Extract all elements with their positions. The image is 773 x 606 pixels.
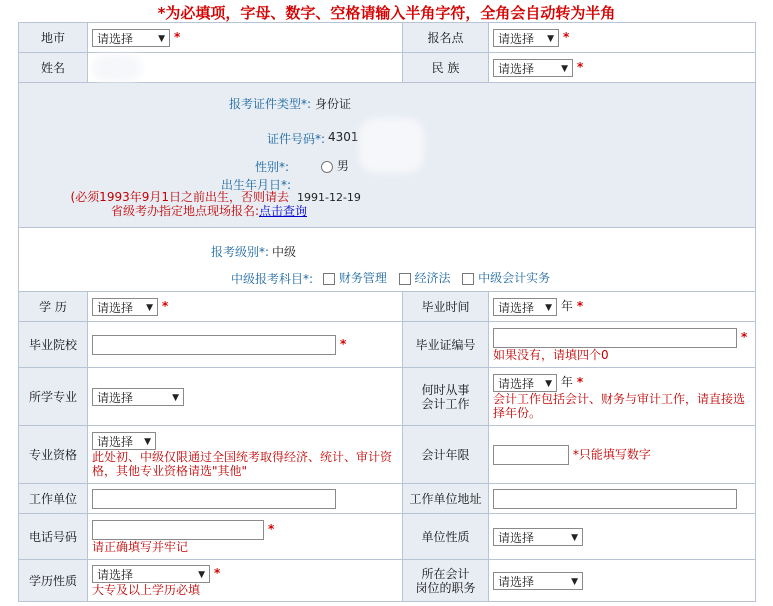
school-label: 毕业院校 bbox=[19, 322, 88, 368]
post-label: 所在会计 岗位的职务 bbox=[403, 560, 489, 602]
level-label: 报考级别*: bbox=[210, 245, 269, 259]
work-since-label: 何时从事 会计工作 bbox=[403, 368, 489, 426]
chevron-down-icon: ▼ bbox=[144, 436, 151, 447]
redacted-id-number bbox=[359, 118, 424, 173]
chevron-down-icon: ▼ bbox=[545, 378, 552, 389]
work-since-hint: 会计工作包括会计、财务与审计工作，请直接选择年份。 bbox=[493, 391, 746, 420]
birth-label: 出生年月日*: bbox=[220, 178, 291, 192]
years-hint: *只能填写数字 bbox=[572, 447, 651, 461]
edu-nature-select[interactable]: 请选择 ▼ bbox=[92, 565, 210, 583]
id-type-label: 报考证件类型*: bbox=[228, 97, 311, 111]
chevron-down-icon: ▼ bbox=[571, 576, 578, 587]
chevron-down-icon: ▼ bbox=[158, 33, 165, 44]
employer-label: 工作单位 bbox=[19, 484, 88, 514]
phone-label: 电话号码 bbox=[19, 514, 88, 560]
id-number-value: 4301 bbox=[328, 130, 359, 144]
unit-nature-label: 单位性质 bbox=[403, 514, 489, 560]
chevron-down-icon: ▼ bbox=[571, 532, 578, 543]
redacted-name bbox=[92, 55, 142, 81]
phone-input[interactable] bbox=[92, 520, 264, 540]
education-select[interactable]: 请选择 ▼ bbox=[92, 298, 158, 316]
years-input[interactable] bbox=[493, 445, 569, 465]
level-value: 中级 bbox=[272, 245, 297, 259]
major-select[interactable]: 请选择 ▼ bbox=[92, 388, 184, 406]
education-label: 学 历 bbox=[19, 292, 88, 322]
id-type-value: 身份证 bbox=[315, 97, 352, 111]
subject-option-finance[interactable]: 财务管理 bbox=[323, 271, 387, 285]
exam-site-label: 报名点 bbox=[403, 23, 489, 53]
id-number-label: 证件号码*: bbox=[266, 132, 325, 146]
chevron-down-icon: ▼ bbox=[198, 569, 205, 580]
chevron-down-icon: ▼ bbox=[172, 392, 179, 403]
birth-note-1: (必须1993年9月1日之前出生，否则请去 bbox=[70, 190, 289, 204]
employer-input[interactable] bbox=[92, 489, 336, 509]
birth-value: 1991-12-19 bbox=[297, 191, 361, 204]
edu-nature-label: 学历性质 bbox=[19, 560, 88, 602]
checkbox[interactable] bbox=[399, 273, 411, 285]
employer-address-input[interactable] bbox=[493, 489, 737, 509]
query-link[interactable]: 点击查询 bbox=[258, 204, 307, 218]
qualification-hint: 此处初、中级仅限通过全国统考取得经济、统计、审计资格，其他专业资格请选"其他" bbox=[92, 449, 393, 478]
birth-note-2: 省级考办指定地点现场报名:点击查询 bbox=[110, 204, 307, 218]
qualification-label: 专业资格 bbox=[19, 426, 88, 484]
post-select[interactable]: 请选择 ▼ bbox=[493, 572, 583, 590]
phone-hint: 请正确填写并牢记 bbox=[92, 539, 189, 554]
chevron-down-icon: ▼ bbox=[547, 33, 554, 44]
subjects-list bbox=[323, 269, 550, 286]
grad-time-label: 毕业时间 bbox=[403, 292, 489, 322]
city-label: 地市 bbox=[19, 23, 88, 53]
checkbox[interactable] bbox=[462, 273, 474, 285]
level-section bbox=[19, 228, 756, 292]
ethnicity-select[interactable]: 请选择 ▼ bbox=[493, 59, 573, 77]
gender-label: 性别*: bbox=[254, 160, 289, 174]
ethnicity-label: 民 族 bbox=[403, 53, 489, 83]
chevron-down-icon: ▼ bbox=[146, 302, 153, 313]
gender-radio[interactable] bbox=[321, 161, 333, 173]
subject-option-practice[interactable]: 中级会计实务 bbox=[462, 271, 550, 285]
id-section bbox=[19, 83, 756, 228]
work-since-select[interactable]: 请选择 ▼ bbox=[493, 374, 557, 392]
city-select[interactable]: 请选择 ▼ bbox=[92, 29, 170, 47]
school-input[interactable] bbox=[92, 335, 336, 355]
employer-address-label: 工作单位地址 bbox=[403, 484, 489, 514]
cert-no-hint: 如果没有，请填四个0 bbox=[493, 347, 609, 362]
registration-form: 地市 请选择 ▼ * 报名点 请选择 ▼ * 姓名 民 族 请选择 ▼ * 报考证件类型*: 身份证 证件号码*: 4301 性别*: 男 出生年月日*: (必须1993年9月1日之前出生，否则请去 1991-12-19 省级考办指定地点现场报名:点击查询 报考级别*: 中级 中级报考科目*: 财务管理 经济法 中级会计实务 学 历 请选择 ▼ * 毕业时间 请选择 ▼ 年 * 毕业院校 * 毕业证编号 * 如果没有，请填四个0 所学专业 请选择 ▼ 何时从事 会计工作 请选择 ▼ 年 * 会计工作包括会计、财务与审计工作，请直接选择年份。 专业资格 请选择 ▼ 此处初、中级仅限通过全国统考取得经济、统计、审计资格，其他专业资格请选"其他" 会计年限 *只能填写数字 工作单位 工作单位地址 电话号码 * 请正确填写并牢记 单位性质 请选择 ▼ 学历性质 请选择 ▼ * 大专及以上学历必填 所在会计 岗位的职务 请选择 ▼ bbox=[18, 22, 756, 602]
subject-option-law[interactable]: 经济法 bbox=[399, 271, 451, 285]
cert-no-label: 毕业证编号 bbox=[403, 322, 489, 368]
exam-site-select[interactable]: 请选择 ▼ bbox=[493, 29, 559, 47]
required-notice: *为必填项，字母、数字、空格请输入半角字符，全角会自动转为半角 bbox=[157, 4, 616, 22]
grad-year-select[interactable]: 请选择 ▼ bbox=[493, 298, 557, 316]
cert-no-input[interactable] bbox=[493, 328, 737, 348]
name-label: 姓名 bbox=[19, 53, 88, 83]
major-label: 所学专业 bbox=[19, 368, 88, 426]
checkbox[interactable] bbox=[323, 273, 335, 285]
edu-nature-hint: 大专及以上学历必填 bbox=[92, 582, 201, 597]
qualification-select[interactable]: 请选择 ▼ bbox=[92, 432, 156, 450]
unit-nature-select[interactable]: 请选择 ▼ bbox=[493, 528, 583, 546]
chevron-down-icon: ▼ bbox=[545, 302, 552, 313]
subjects-label: 中级报考科目*: bbox=[230, 272, 313, 286]
years-label: 会计年限 bbox=[403, 426, 489, 484]
chevron-down-icon: ▼ bbox=[561, 63, 568, 74]
gender-option[interactable]: 男 bbox=[321, 157, 349, 174]
